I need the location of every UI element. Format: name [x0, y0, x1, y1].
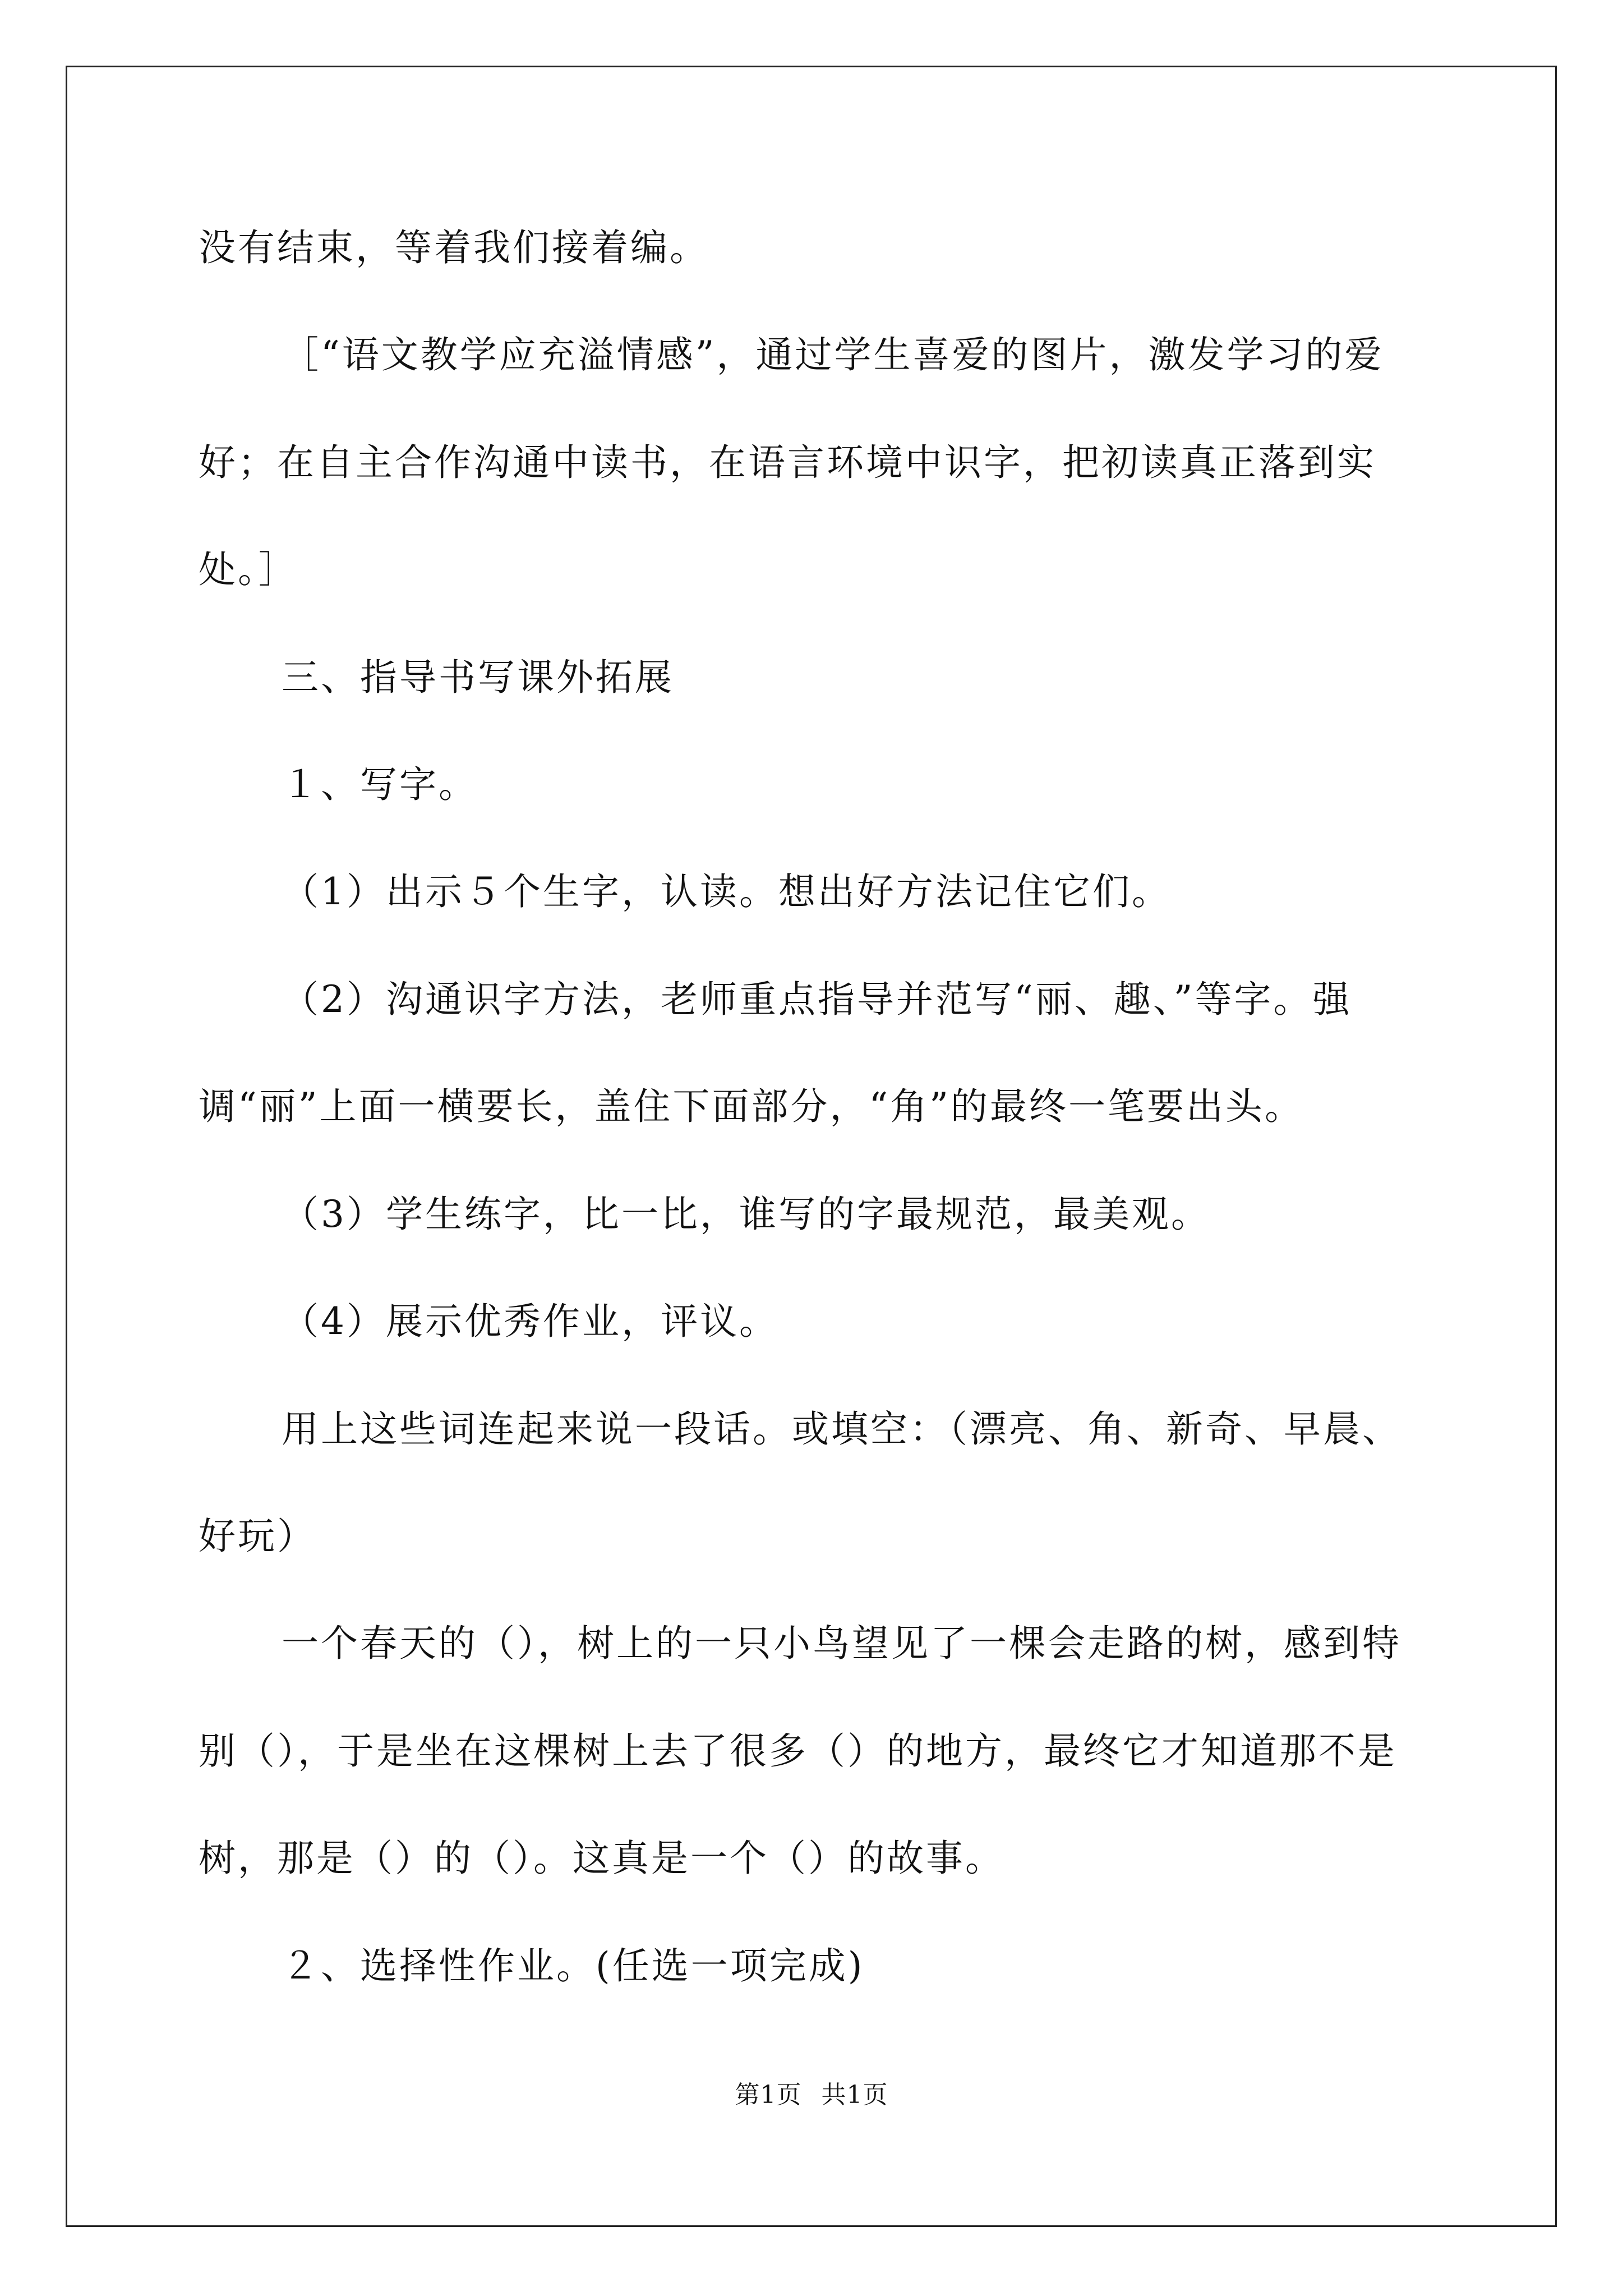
paragraph-line: ［“语文教学应充溢情感”，通过学生喜爱的图片，激发学习的爱	[282, 333, 1384, 376]
paragraph-line: 别（），于是坐在这棵树上去了很多（）的地方，最终它才知道那不是	[199, 1729, 1397, 1773]
paragraph-line: 好玩）	[199, 1515, 316, 1558]
paragraph-line: （3）学生练字，比一比，谁写的字最规范，最美观。	[282, 1193, 1210, 1236]
page-footer	[0, 2079, 1623, 2111]
paragraph-line: 调“丽”上面一横要长，盖住下面部分，“角”的最终一笔要出头。	[199, 1085, 1304, 1128]
page-border	[66, 66, 1557, 2227]
paragraph-line: １、写字。	[282, 763, 478, 806]
section-heading: 三、指导书写课外拓展	[282, 656, 674, 699]
paragraph-line: 用上这些词连起来说一段话。或填空：（漂亮、角、新奇、早晨、	[282, 1407, 1401, 1451]
page-number: 第1页	[735, 2081, 802, 2109]
paragraph-line: 没有结束，等着我们接着编。	[199, 226, 709, 269]
paragraph-line: （2）沟通识字方法，老师重点指导并范写“丽、趣、”等字。强	[282, 978, 1352, 1021]
paragraph-line: 处。］	[199, 548, 298, 591]
paragraph-line: 一个春天的（），树上的一只小鸟望见了一棵会走路的树，感到特	[282, 1622, 1401, 1665]
paragraph-line: 好；在自主合作沟通中读书，在语言环境中识字，把初读真正落到实	[199, 441, 1376, 484]
page-total: 共1页	[821, 2081, 888, 2109]
paragraph-line: ２、选择性作业。(任选一项完成)	[282, 1944, 865, 1987]
paragraph-line: （1）出示５个生字，认读。想出好方法记住它们。	[282, 870, 1171, 913]
paragraph-line: 树，那是（）的（）。这真是一个（）的故事。	[199, 1837, 1004, 1880]
paragraph-line: （4）展示优秀作业，评议。	[282, 1300, 778, 1343]
